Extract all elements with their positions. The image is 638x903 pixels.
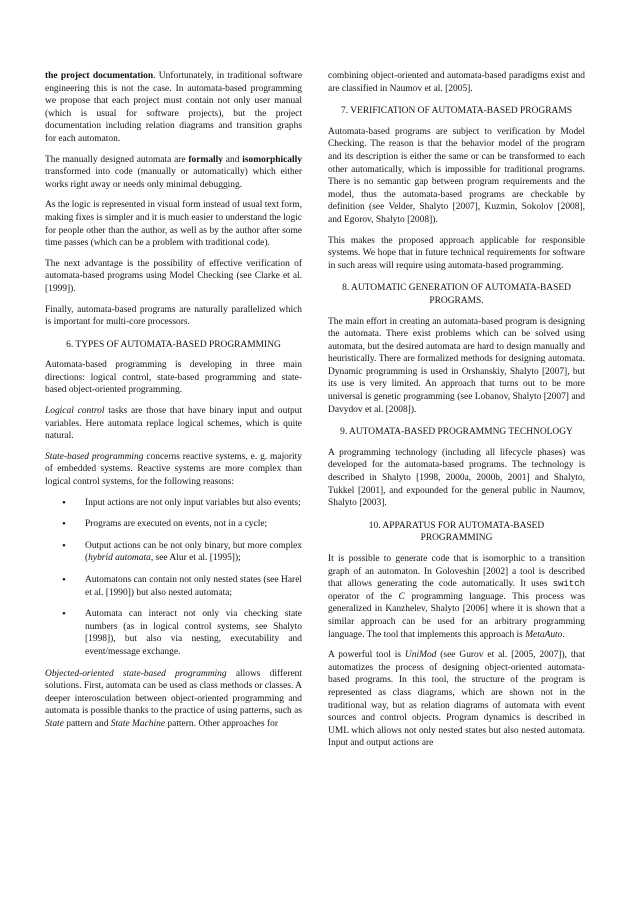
section-heading-6: 6. TYPES OF AUTOMATA-BASED PROGRAMMING xyxy=(66,339,281,350)
text-run: and xyxy=(223,154,243,165)
section-heading-10: 10. APPARATUS FOR AUTOMATA-BASED PROGRAMMING xyxy=(368,520,545,544)
bold-phrase: the project documentation xyxy=(45,71,154,81)
text-run: . Unfortunately, in traditional software engineering this is not the case. In automata-based programming we propose that each project must contain not only user manual (which is usual for software projects), but the project documentation including relation diagrams and transition graphs for each automaton. xyxy=(45,71,303,144)
text-run: It is possible to generate code that is isomorphic to a transition graph of an automaton. In Goloveshin [2002] a tool is described that allows generating the code automatically. It uses xyxy=(328,554,585,590)
text-run: pattern. Other approaches for xyxy=(165,718,278,729)
text-run: programming language. This process was generalized in Kanzhelev, Shalyto [2006] where it is shown that a similar approach can be used for an arbitrary programming language. The tool that implements this approach is xyxy=(328,591,585,640)
section-heading-9: 9. AUTOMATA-BASED PROGRAMMNG TECHNOLOGY xyxy=(340,427,573,438)
paragraph xyxy=(45,70,302,146)
section-heading-8: 8. AUTOMATIC GENERATION OF AUTOMATA-BASED PROGRAMS. xyxy=(342,283,571,306)
italic-term: Objected-oriented state-based programming xyxy=(45,668,227,679)
italic-term: UniMod xyxy=(404,650,437,661)
bullet-list xyxy=(45,497,302,659)
text-run: concerns reactive systems, e. g. majority of embedded systems. Reactive systems are more complex than logical control systems, for the following reasons: xyxy=(45,451,303,488)
italic-term: hybrid automata xyxy=(88,553,151,564)
list-item: • Input actions are not only input variables but also events; xyxy=(45,497,302,510)
text-run: allows different solutions. First, automata can be used as class methods or classes. A deeper interosculation between object-oriented programming and automata is possible thanks to the practice of using patterns, such as xyxy=(45,668,302,717)
italic-term: State xyxy=(45,718,64,729)
text-run: The manually designed automata are xyxy=(45,154,189,165)
left-column xyxy=(45,70,302,739)
paragraph: Automata-based programs are subject to verification by Model Checking. The reason is that the behavior model of the program and its description is either the same or can be transformed to each other automatically, which is impossible for traditional programs. There is no semantic gap between program requirements and the model, thus the automata-based programs are checkable by definition (see Velder, Shalyto [2007], Kuzmin, Sokolov [2008], and Egorov, Shalyto [2008]). xyxy=(328,126,585,225)
paragraph: This makes the proposed approach applicable for responsible systems. We hope that in future technical requirements for software in such areas will require using automata-based programming. xyxy=(328,235,585,271)
list-item: • Programs are executed on events, not in a cycle; xyxy=(45,518,302,531)
text-run: , see Alur et al. [1995]); xyxy=(150,553,241,564)
text-run: (see Gurov et al. [2005, 2007]), that automatizes the process of designing object-oriented automata-based programs. In this tool, the structure of the program is represented as class diagrams, which are shown not in the traditional way, but as relation diagrams of automata with event sources and control objects. Program dynamics is described in UML which allows not only nested states but also nested automata. Input and output actions are xyxy=(328,650,585,749)
text-run: Output actions can be not only binary, but more complex ( xyxy=(85,540,302,564)
italic-term: State-based programming xyxy=(45,451,144,462)
paragraph: The main effort in creating an automata-based program is designing the automata. There exist problems which can be solved using automata, but the desired automata are hard to design manually and heuristically. There are formalized methods for designing automata. Dynamic programming is used in Orshanskiy, Shalyto [2007], but its use is very limited. An approach that turns out to be more universal is genetic programming (see Lobanov, Shalyto [2007] and Davydov et al. [2008]). xyxy=(328,316,585,415)
paragraph: Finally, automata-based programs are naturally parallelized which is important for multi-core processors. xyxy=(45,304,302,328)
paragraph: Automata-based programming is developing in three main directions: logical control, state-based programming and state-based object-oriented programming. xyxy=(45,360,302,396)
italic-term: MetaAuto xyxy=(525,629,563,640)
bold-word: isomorphically xyxy=(242,154,302,165)
paragraph xyxy=(45,451,302,489)
text-run: transformed into code (manually or automatically) which either works right away or needs only minimal debugging. xyxy=(45,167,302,190)
text-run: operator of the xyxy=(328,591,399,602)
text-run: A powerful tool is xyxy=(328,650,405,661)
section-heading-7: 7. VERIFICATION OF AUTOMATA-BASED PROGRAMS xyxy=(341,106,572,117)
list-item: • Automata can interact not only via checking state numbers (as in logical control systems, see Shalyto [1998]), but also via nesting, executability and event/message exchange. xyxy=(45,608,302,658)
paragraph xyxy=(45,405,302,443)
bold-word: formally xyxy=(188,154,223,165)
text-run: pattern and xyxy=(63,718,111,729)
paragraph: As the logic is represented in visual form instead of usual text form, making fixes is simpler and it is much easier to understand the logic for people other than the author, as well as by the author after some time passes (which can be a problem with traditional code). xyxy=(45,200,302,249)
list-item xyxy=(45,540,302,565)
text-run: tasks are those that have binary input and output variables. Here automata replace logical schemes, which is quite natural. xyxy=(45,406,303,442)
paragraph: A programming technology (including all lifecycle phases) was developed for the automata-based programs. The technology is described in Shalyto [1998, 2000a, 2000b, 2001] and Shalyto, Tukkel [2001], and expounded for the general public in Naumov, Shalyto [2003]. xyxy=(328,447,585,509)
italic-term: State Machine xyxy=(110,718,166,729)
italic-term: C xyxy=(398,591,405,602)
paragraph: The next advantage is the possibility of effective verification of automata-based programs using Model Checking (see Clarke et al. [1999]). xyxy=(45,258,302,294)
paragraph xyxy=(45,668,302,731)
paragraph xyxy=(328,649,585,750)
paragraph xyxy=(328,553,585,641)
paragraph: combining object-oriented and automata-based paradigms exist and are classified in Naumov et al. [2005]. xyxy=(328,71,585,94)
right-column xyxy=(328,70,585,758)
code-keyword: switch xyxy=(552,579,585,590)
list-item: • Automatons can contain not only nested states (see Harel et al. [1990]) but also nested automata; xyxy=(45,574,302,599)
text-run: . xyxy=(562,629,565,640)
italic-term: Logical control xyxy=(45,406,105,417)
paragraph xyxy=(45,154,302,192)
